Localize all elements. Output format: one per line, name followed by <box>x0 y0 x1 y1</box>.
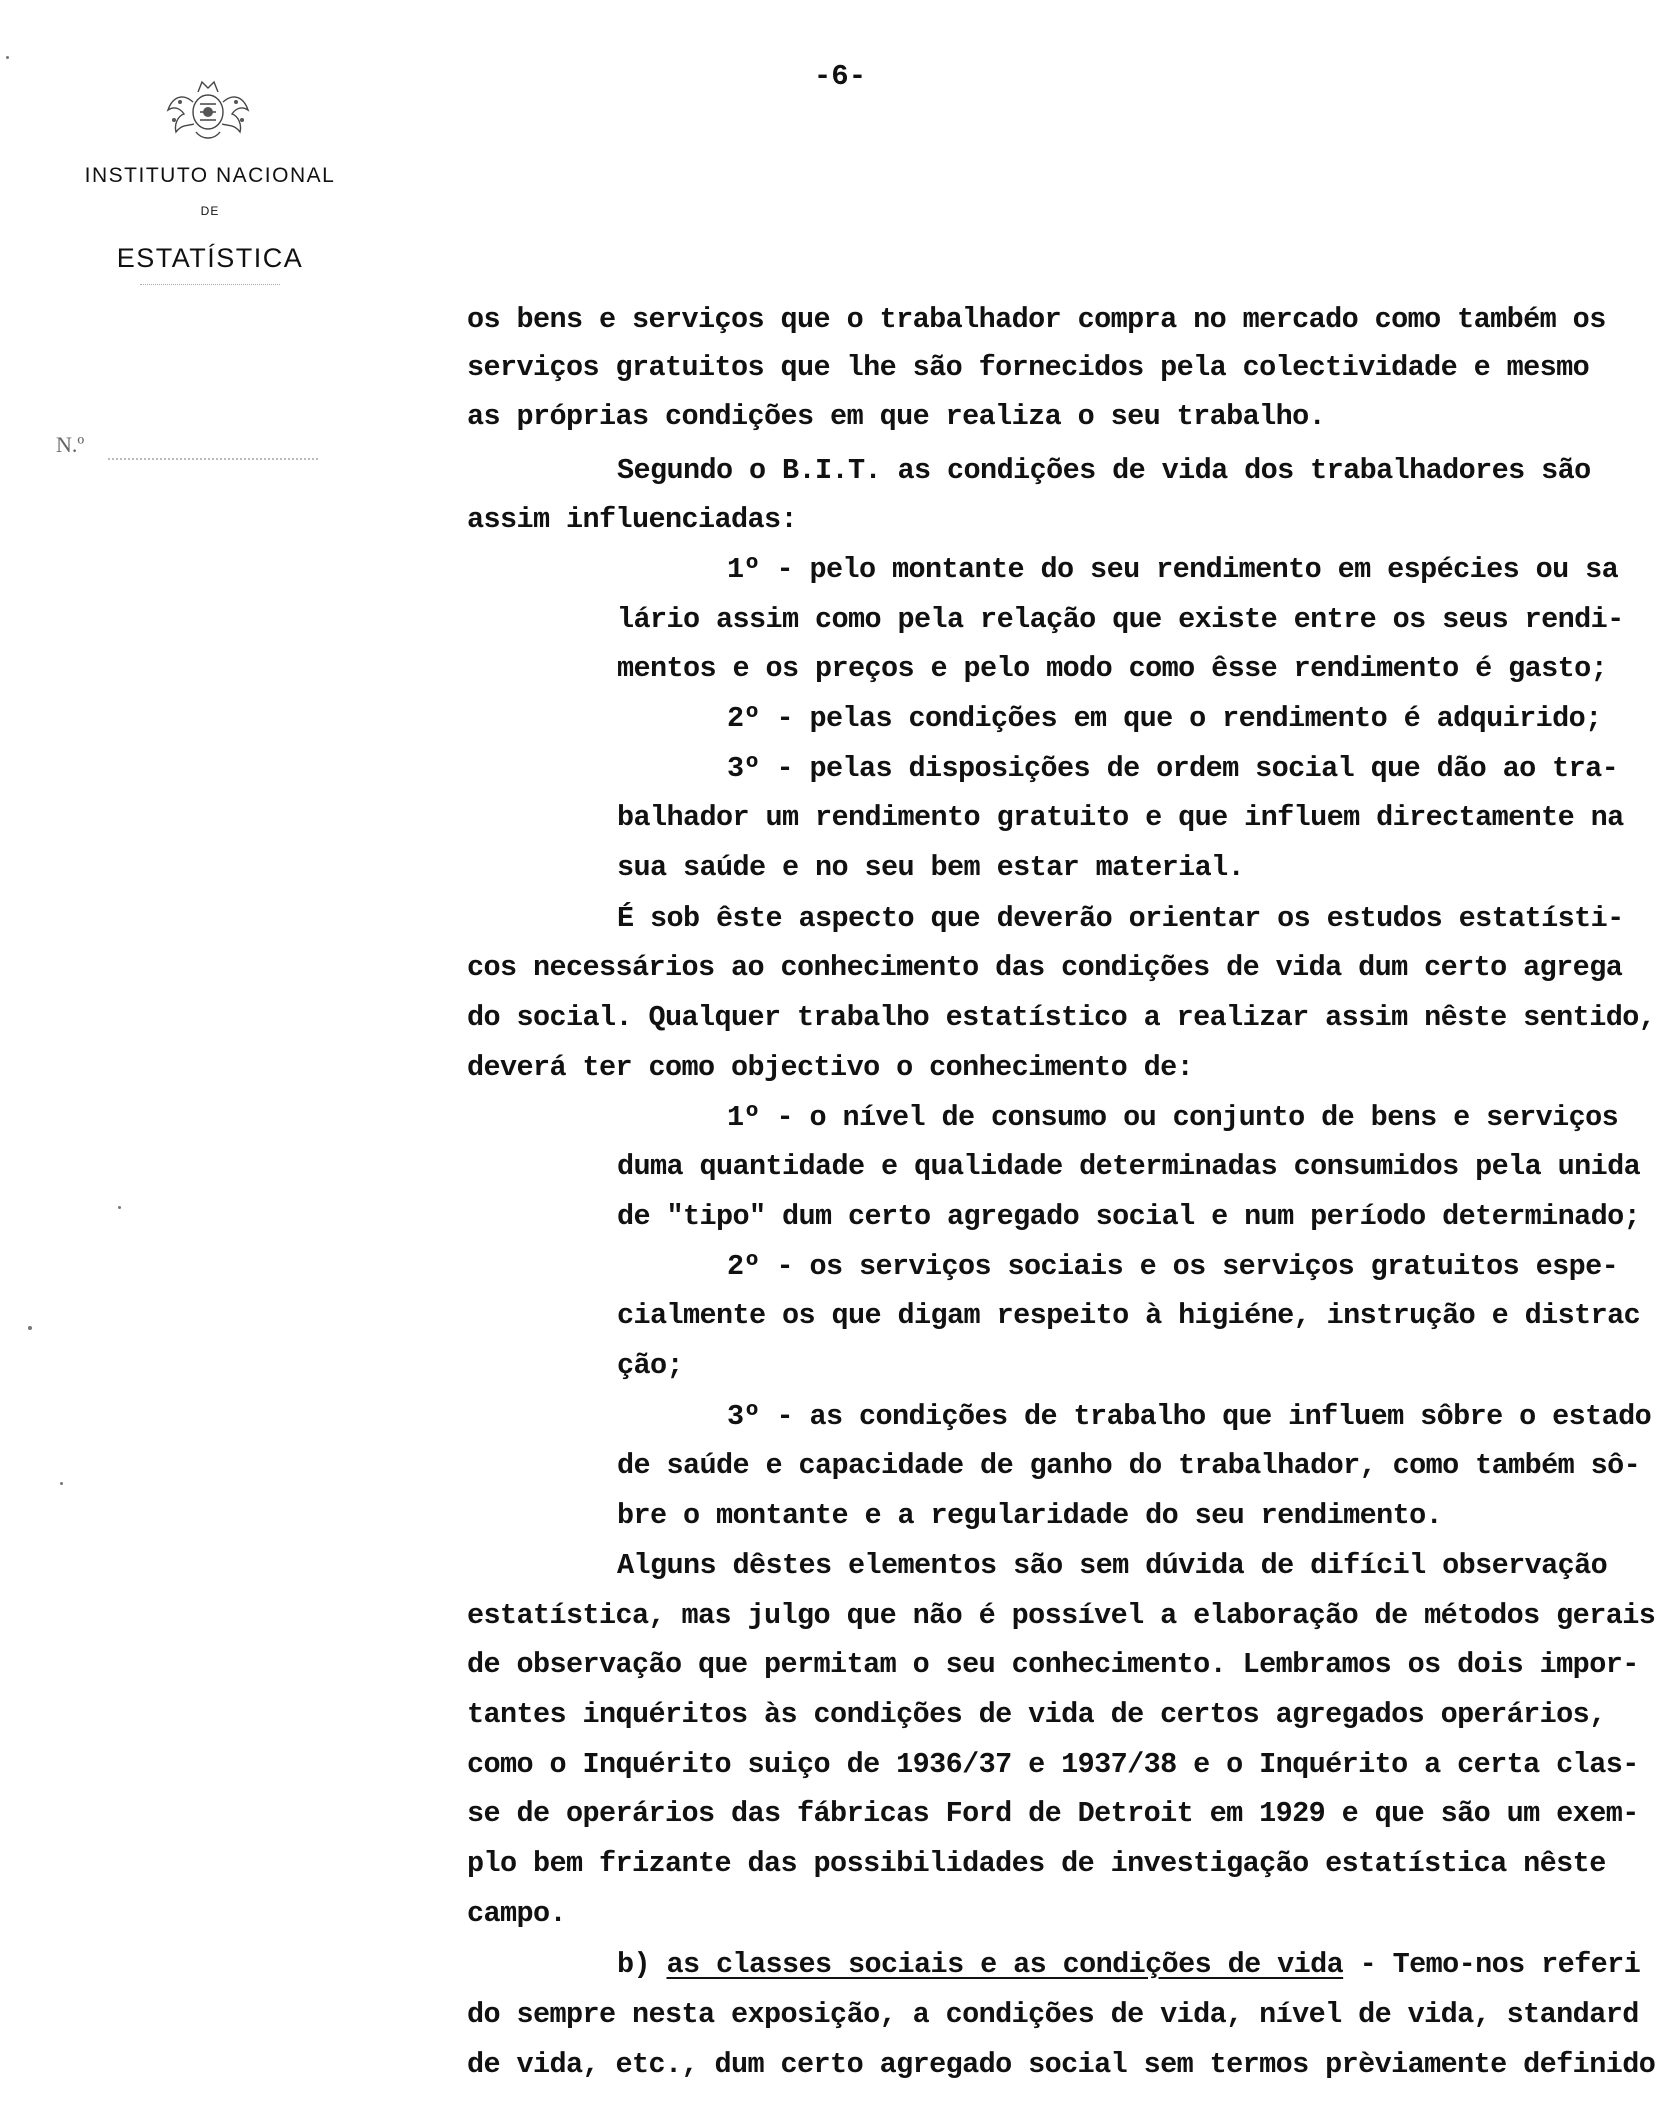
margin-speck <box>60 1482 63 1485</box>
text-line: Segundo o B.I.T. as condições de vida dos trabalhadores são <box>617 454 1591 487</box>
margin-speck <box>28 1326 32 1330</box>
text-line: de observação que permitam o seu conhecimento. Lembramos os dois impor- <box>467 1648 1639 1681</box>
text-line: as próprias condições em que realiza o seu trabalho. <box>467 400 1326 433</box>
text-line: lário assim como pela relação que existe entre os seus rendi- <box>617 603 1624 636</box>
text-line: 2º - os serviços sociais e os serviços gratuitos espe- <box>727 1250 1619 1283</box>
text-line: se de operários das fábricas Ford de Detroit em 1929 e que são um exem- <box>467 1797 1639 1830</box>
text-line: mentos e os preços e pelo modo como êsse rendimento é gasto; <box>617 652 1608 685</box>
text-line: ção; <box>617 1349 684 1382</box>
text-line: plo bem frizante das possibilidades de investigação estatística nêste <box>467 1847 1606 1880</box>
text-line: 3º - pelas disposições de ordem social que dão ao tra- <box>727 752 1619 785</box>
institution-name-line2: DE <box>200 204 220 218</box>
text-line: tantes inquéritos às condições de vida de certos agregados operários, <box>467 1698 1606 1731</box>
text-line: de vida, etc., dum certo agregado social sem termos prèviamente definido <box>467 2048 1656 2081</box>
institution-name-line3: ESTATÍSTICA <box>116 243 304 273</box>
text-line: duma quantidade e qualidade determinadas consumidos pela unida <box>617 1150 1641 1183</box>
section-b-heading-line <box>617 1948 1641 1981</box>
text-line: do social. Qualquer trabalho estatístico a realizar assim nêste sentido, <box>467 1001 1656 1034</box>
coat-of-arms-emblem <box>160 72 256 148</box>
text-line: sua saúde e no seu bem estar material. <box>617 851 1245 884</box>
text-line: do sempre nesta exposição, a condições de vida, nível de vida, standard <box>467 1998 1639 2031</box>
text-line: É sob êste aspecto que deverão orientar os estudos estatísti- <box>617 902 1624 935</box>
text-line: estatística, mas julgo que não é possível a elaboração de métodos gerais <box>467 1599 1656 1632</box>
institution-name-line1: INSTITUTO NACIONAL <box>84 164 336 187</box>
text-line: bre o montante e a regularidade do seu rendimento. <box>617 1499 1443 1532</box>
margin-speck <box>6 56 9 59</box>
text-line: de "tipo" dum certo agregado social e num período determinado; <box>617 1200 1641 1233</box>
text-line: cos necessários ao conhecimento das condições de vida dum certo agrega <box>467 951 1623 984</box>
reference-number-label: N.º <box>56 432 85 457</box>
reference-number-blank <box>108 458 318 460</box>
text-line: 1º - o nível de consumo ou conjunto de bens e serviços <box>727 1101 1619 1134</box>
letterhead-rule <box>140 284 280 285</box>
text-line: campo. <box>467 1897 567 1930</box>
text-line: de saúde e capacidade de ganho do trabalhador, como também sô- <box>617 1449 1641 1482</box>
text-line: os bens e serviços que o trabalhador compra no mercado como também os <box>467 303 1606 336</box>
section-b-heading: as classes sociais e as condições de vida <box>666 1948 1344 1981</box>
text-line: cialmente os que digam respeito à higiéne, instrução e distrac <box>617 1299 1641 1332</box>
text-line: 3º - as condições de trabalho que influem sôbre o estado <box>727 1400 1652 1433</box>
text-line: serviços gratuitos que lhe são fornecidos pela colectividade e mesmo <box>467 351 1590 384</box>
section-b-heading-rest: - Temo-nos referi <box>1343 1948 1641 1981</box>
text-line: como o Inquérito suiço de 1936/37 e 1937/38 e o Inquérito a certa clas- <box>467 1748 1639 1781</box>
section-b-prefix: b) <box>617 1948 667 1981</box>
text-line: deverá ter como objectivo o conhecimento de: <box>467 1051 1194 1084</box>
text-line: 2º - pelas condições em que o rendimento é adquirido; <box>727 702 1602 735</box>
text-line: assim influenciadas: <box>467 503 798 536</box>
page-number: -6- <box>813 60 867 93</box>
text-line: balhador um rendimento gratuito e que influem directamente na <box>617 801 1624 834</box>
margin-speck <box>118 1206 121 1209</box>
text-line: Alguns dêstes elementos são sem dúvida de difícil observação <box>617 1549 1608 1582</box>
text-line: 1º - pelo montante do seu rendimento em espécies ou sa <box>727 553 1619 586</box>
